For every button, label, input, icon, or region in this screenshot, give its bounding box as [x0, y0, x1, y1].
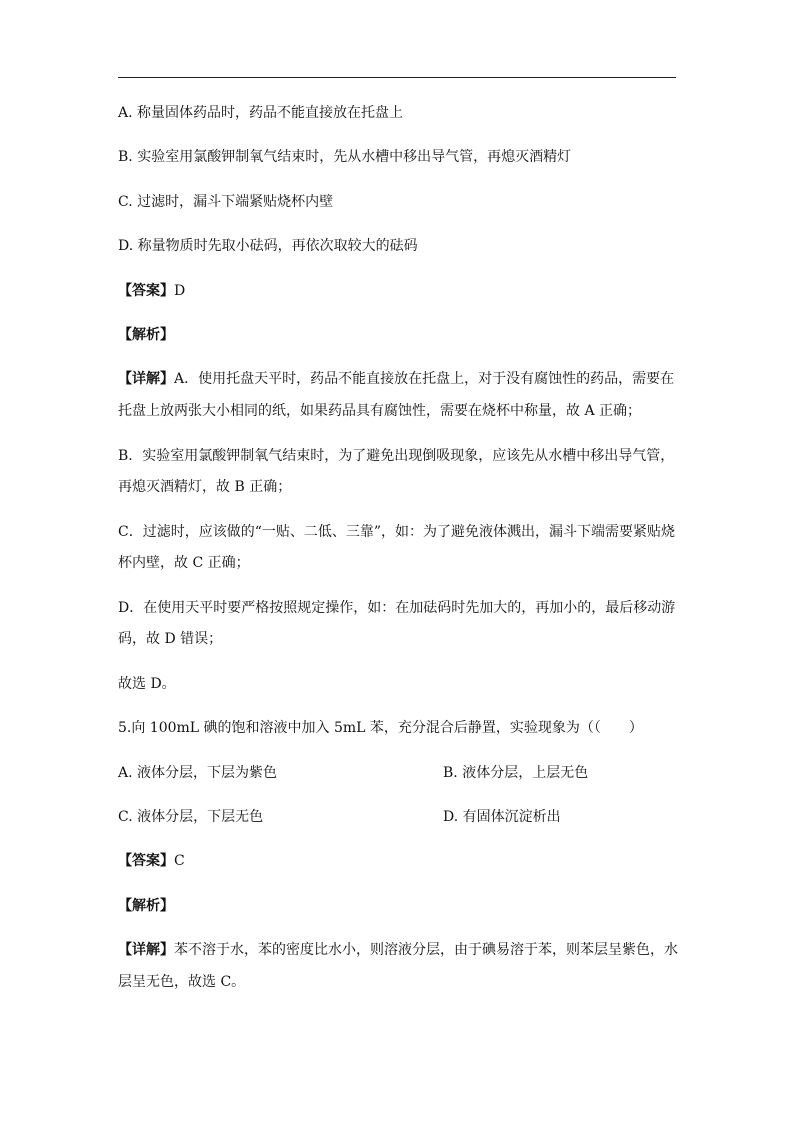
q4-option-a: A. 称量固体药品时，药品不能直接放在托盘上: [118, 105, 404, 121]
q4-detail-text-1: A．使用托盘天平时，药品不能直接放在托盘上，对于没有腐蚀性的药品，需要在: [174, 371, 675, 387]
q5-analysis-label: 【解析】: [118, 898, 174, 914]
q4-answer-value: D: [174, 283, 186, 299]
q5-stem: 5.向 100mL 碘的饱和溶液中加入 5mL 苯，充分混合后静置，实验现象为（（ ）: [118, 720, 643, 736]
q4-detail-line-6: 杯内壁，故 C 正确；: [118, 555, 250, 571]
q4-detail-line-5: C．过滤时，应该做的“一贴、二低、三靠”，如：为了避免液体溅出，漏斗下端需要紧贴烧: [118, 524, 676, 540]
q4-option-c: C. 过滤时，漏斗下端紧贴烧杯内壁: [118, 194, 334, 210]
q4-detail-line-8: 码，故 D 错误；: [118, 631, 223, 647]
q4-detail-line-7: D．在使用天平时要严格按照规定操作，如：在加砝码时先加大的，再加小的，最后移动游: [118, 600, 676, 616]
q4-option-b: B. 实验室用氯酸钾制氧气结束时，先从水槽中移出导气管，再熄灭酒精灯: [118, 149, 572, 165]
q4-detail-line-1: [118, 370, 678, 388]
q5-detail-label: 【详解】: [118, 942, 174, 958]
q4-answer: [118, 282, 678, 300]
q4-option-d: D. 称量物质时先取小砝码，再依次取较大的砝码: [118, 238, 418, 254]
q4-detail-label: 【详解】: [118, 371, 174, 387]
header-rule: [118, 77, 676, 78]
q5-answer-value: C: [174, 853, 185, 869]
q4-conclusion: 故选 D。: [118, 676, 176, 692]
q4-detail-line-4: 再熄灭酒精灯，故 B 正确；: [118, 479, 292, 495]
q5-answer-label: 【答案】: [118, 853, 174, 869]
q4-detail-line-2: 托盘上放两张大小相同的纸，如果药品具有腐蚀性，需要在烧杯中称量，故 A 正确；: [118, 403, 642, 419]
q5-option-b: B. 液体分层，上层无色: [443, 765, 589, 781]
q5-detail-line-1: [118, 941, 678, 959]
q5-detail-line-2: 层呈无色，故选 C。: [118, 974, 246, 990]
q5-option-d: D. 有固体沉淀析出: [443, 809, 561, 825]
q5-detail-text-1: 苯不溶于水，苯的密度比水小，则溶液分层，由于碘易溶于苯，则苯层呈紫色，水: [174, 942, 678, 958]
q5-option-a: A. 液体分层，下层为紫色: [118, 765, 278, 781]
q4-answer-label: 【答案】: [118, 283, 174, 299]
q5-answer: [118, 852, 678, 870]
q4-analysis-label: 【解析】: [118, 327, 174, 343]
q4-detail-line-3: B．实验室用氯酸钾制氧气结束时，为了避免出现倒吸现象，应该先从水槽中移出导气管，: [118, 448, 675, 464]
q5-option-c: C. 液体分层，下层无色: [118, 809, 264, 825]
